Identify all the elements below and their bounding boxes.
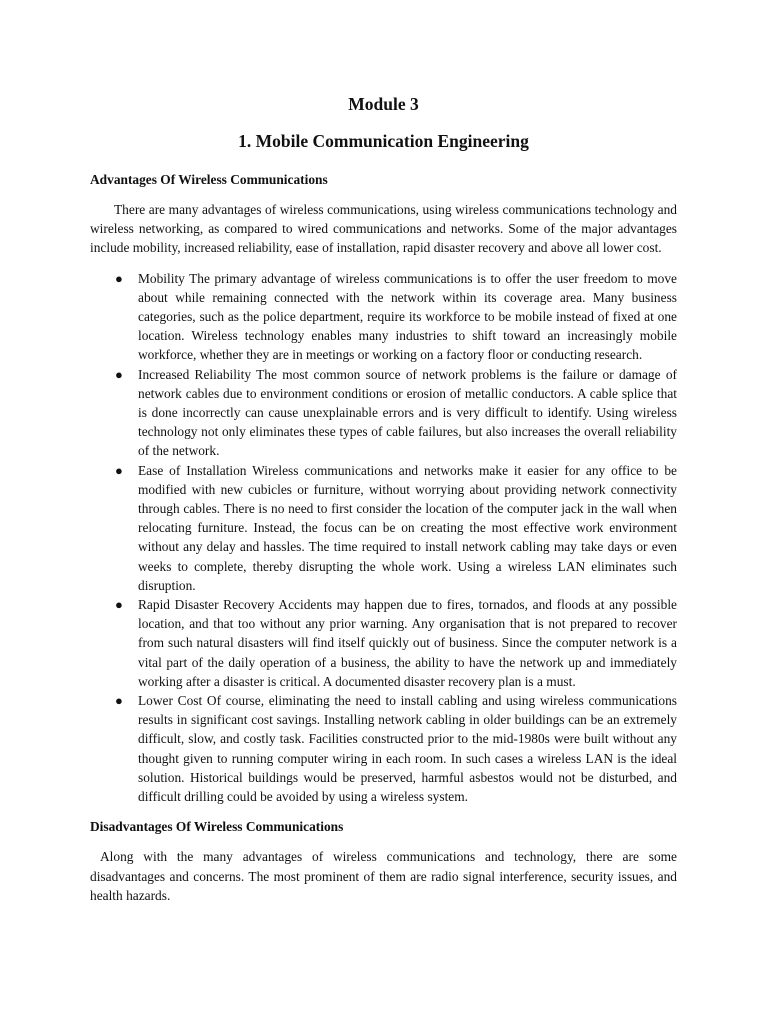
advantages-heading: Advantages Of Wireless Communications [90, 172, 328, 187]
section-title: 1. Mobile Communication Engineering [238, 131, 529, 151]
list-item [90, 365, 677, 461]
module-title: Module 3 [348, 94, 419, 114]
disadvantages-heading: Disadvantages Of Wireless Communications [90, 819, 344, 835]
bullet-icon: ● [115, 366, 123, 382]
bullet-icon: ● [115, 462, 123, 478]
advantages-list [90, 269, 677, 807]
list-item [90, 461, 677, 595]
list-item-text: Lower Cost Of course, eliminating the need to install cabling and using wireless communications results in significant cost savings. Installing network cabling in older buildings can be an extremely difficult, slow, and costly task. Facilities constructed prior to the mid-1980s were built without any thought given to running computer wiring in each room. In such cases a wireless LAN is the ideal solution. Historical buildings would be preserved, harmful asbestos would not be disturbed, and difficult drilling could be avoided by using a wireless system. [138, 693, 677, 805]
list-item [90, 595, 677, 691]
bullet-icon: ● [115, 693, 123, 709]
list-item [90, 691, 677, 806]
bullet-icon: ● [115, 270, 123, 286]
disadvantages-intro: Along with the many advantages of wireless communications and technology, there are some disadvantages and concerns. The most prominent of them are radio signal interference, security issues, and health hazards. [90, 849, 677, 903]
list-item-text: Mobility The primary advantage of wireless communications is to offer the user freedom to move about while remaining connected with the network within its coverage area. Many business categories, such as the police department, require its workforce to be mobile instead of fixed at one location. Wireless technology enables many industries to shift toward an increasingly mobile workforce, whether they are in meetings or working on a factory floor or conducting research. [138, 270, 677, 363]
list-item-text: Ease of Installation Wireless communications and networks make it easier for any office to be modified with new cubicles or furniture, without worrying about providing network connectivity through cables. There is no need to first consider the location of the computer jack in the wall when relocating furniture. Instead, the focus can be on creating the most effective work environment without any delay and hassles. The time required to install network cabling may take days or even weeks to complete, thereby disrupting the whole work. Using a wireless LAN eliminates such disruption. [138, 462, 677, 593]
list-item [90, 269, 677, 365]
list-item-text: Increased Reliability The most common source of network problems is the failure or damage of network cables due to environment conditions or erosion of metallic conductors. A cable splice that is done incorrectly can cause unexplainable errors and is very difficult to identify. Using wireless technology not only eliminates these types of cable failures, but also increases the overall reliability of the network. [138, 366, 677, 459]
list-item-text: Rapid Disaster Recovery Accidents may happen due to fires, tornados, and floods at any possible location, and that too without any prior warning. Any organisation that is not prepared to recover from such natural disasters will find itself quickly out of business. Since the computer network is a vital part of the daily operation of a business, the ability to have the network up and immediately working after a disaster is critical. A documented disaster recovery plan is a must. [138, 597, 677, 689]
bullet-icon: ● [115, 597, 123, 613]
document-page [90, 90, 677, 905]
advantages-intro: There are many advantages of wireless communications, using wireless communications technology and wireless networking, as compared to wired communications and networks. Some of the major advantages include mobility, increased reliability, ease of installation, rapid disaster recovery and above all lower cost. [90, 202, 677, 256]
